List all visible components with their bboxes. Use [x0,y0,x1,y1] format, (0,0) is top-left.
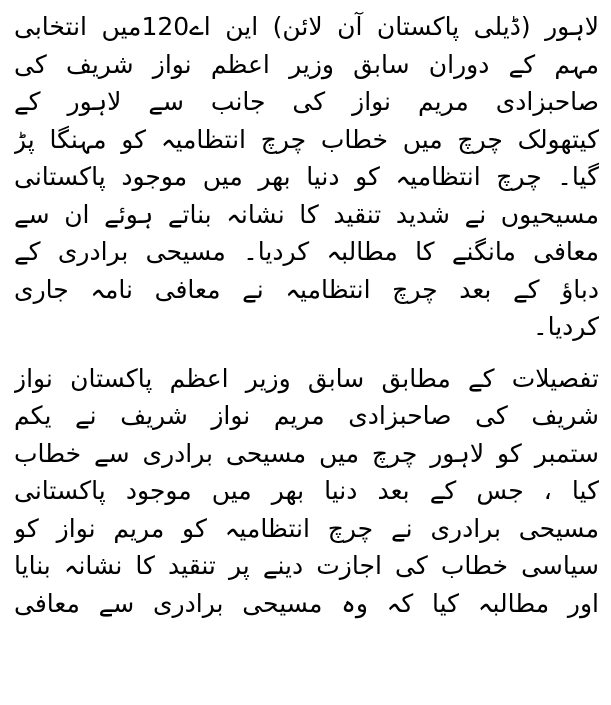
text-line: مہم کے دوران سابق وزیر اعظم نواز شریف کی [14,49,599,79]
text-line: ستمبر کو لاہور چرچ میں مسیحی برادری سے خطاب [14,438,599,468]
text-line: لاہور (ڈیلی پاکستان آن لائن) این اے120میں انتخابی [14,12,599,41]
article-paragraph-1 [14,8,599,346]
text-line: معافی مانگنے کا مطالبہ کردیا۔ مسیحی برادری کے [14,237,599,266]
article-paragraph-2 [14,360,599,623]
text-line: مسیحیوں نے شدید تنقید کا نشانہ بناتے ہوئے ان سے [14,199,599,229]
text-line: کیتھولک چرچ میں خطاب چرچ انتظامیہ کو مہنگا پڑ [14,124,599,154]
text-line: کیا ، جس کے بعد دنیا بھر میں موجود پاکستانی [14,476,599,505]
text-line: صاحبزادی مریم نواز کی جانب سے لاہور کے [14,87,599,116]
text-line: سیاسی خطاب کی اجازت دینے پر تنقید کا نشانہ بنایا [14,551,599,580]
text-line: اور مطالبہ کیا کہ وہ مسیحی برادری سے معافی [14,588,599,618]
text-line: شریف کی صاحبزادی مریم نواز شریف نے یکم [14,401,599,430]
text-line: دباؤ کے بعد چرچ انتظامیہ نے معافی نامہ جاری [14,274,599,304]
text-line: گیا۔ چرچ انتظامیہ کو دنیا بھر میں موجود پاکستانی [14,162,599,191]
text-line: تفصیلات کے مطابق سابق وزیر اعظم پاکستان نواز [14,363,599,393]
text-line: مسیحی برادری نے چرچ انتظامیہ کو مریم نواز کو [14,513,599,543]
text-line: کردیا۔ [532,312,599,341]
